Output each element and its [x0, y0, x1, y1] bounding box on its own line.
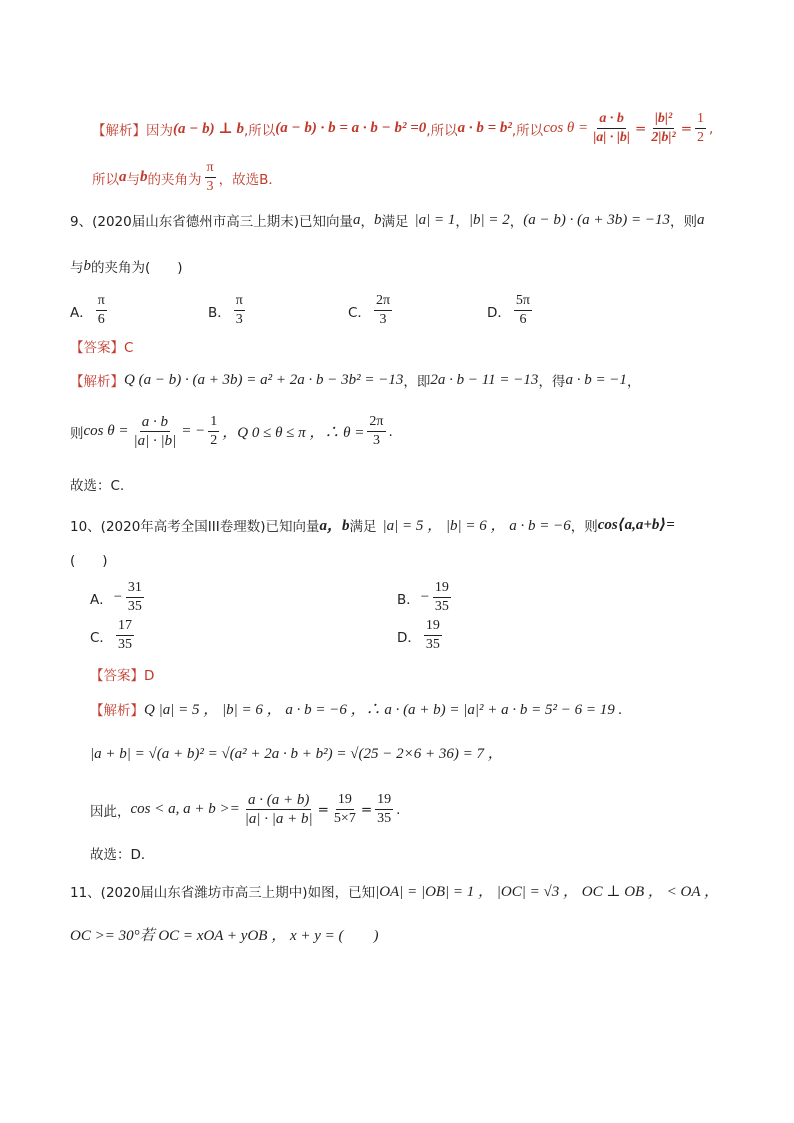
fraction: $\frac{1}{2}$: [697, 111, 705, 145]
q9-stem-line2: 与 b 的夹角为( ): [70, 257, 183, 276]
q10-analysis-line2: |a + b| = √(a + b)² = √(a² + 2a · b + b²) = √(25 − 2×6 + 36) = 7 ，: [90, 746, 503, 762]
q10-answer: 【答案】D: [90, 668, 155, 684]
fraction: π 3: [206, 160, 214, 194]
q9-choice: 故选：C.: [70, 478, 125, 494]
q9-analysis-line2: 则 cos θ = $\frac{a \cdot b}{|a| \cdot |b|}$ = − $\frac{1}{2}$ ，Q 0 ≤ θ ≤ π ，∴ θ = $\frac{2\pi}{3}$ .: [70, 414, 393, 449]
q10-analysis-line3: 因此， cos < a, a + b >= $\frac{a \cdot (a + b)}{|a| \cdot |a + b|}$ = $\frac{19}{5\times 7}$ = $\frac{19}{35}$ .: [90, 792, 401, 827]
formula: a · b = b²: [457, 120, 512, 136]
q9-analysis-line1: 【解析】 Q (a − b) · (a + 3b) = a² + 2a · b − 3b² = −13 ，即 2a · b − 11 = −13 ，得 a · b = −1 ，: [70, 371, 641, 390]
q8-analysis-line1: 【解析】 因为 (a − b) ⊥ b ,所以 (a − b) · b = a · b − b² =0 ,所以 a · b = b² ,所以 cos θ = $\frac{a \cdot b}{|a| \cdot |b|}$ = $\frac{\text{|b|²}}{\text{2|b|²}}$ = $\frac{1}{2}$ ,: [92, 111, 714, 145]
q10-blank: ( ): [70, 553, 108, 569]
q9-option-a[interactable]: A． π 6: [70, 293, 105, 327]
analysis-tag: 【解析】: [92, 122, 146, 139]
q10-option-b[interactable]: B． − $\frac{19}{35}$: [397, 580, 449, 614]
q9-stem-line1: 9、(2020届山东省德州市高三上期末)已知向量 a ， b 满足 |a| = 1 ， |b| = 2 ， (a − b) · (a + 3b) = −13 ，则 a: [70, 211, 705, 230]
q10-stem-line1: 10、(2020年高考全国III卷理数)已知向量 a，b 满足 |a| = 5 ， |b| = 6 ， a · b = −6 ，则 cos⟨a,a+b⟩=: [70, 517, 675, 535]
fraction: $\frac{a \cdot b}{|a| \cdot |b|}$: [593, 111, 631, 145]
q11-stem-line1: 11、(2020届山东省潍坊市高三上期中)如图，已知 |OA| = |OB| = 1 ， |OC| = √3 ， OC ⊥ OB ， < OA ，: [70, 884, 720, 901]
q11-stem-line2: OC >= 30°若 OC = xOA + yOB ， x + y = ( ): [70, 928, 379, 944]
formula: (a − b) · b = a · b − b² =0: [275, 120, 427, 136]
q9-option-b[interactable]: B． π 3: [208, 293, 243, 327]
q10-option-a[interactable]: A． − $\frac{31}{35}$: [90, 580, 142, 614]
q10-option-c[interactable]: C． 17 35: [90, 618, 132, 652]
q10-choice: 故选：D．: [90, 847, 155, 863]
q8-analysis-line2: 所以 a 与 b 的夹角为 π 3 ，故选B．: [92, 160, 282, 194]
formula: (a − b) ⊥ b: [173, 121, 244, 137]
fraction: $\frac{\text{|b|²}}{\text{2|b|²}}$: [651, 111, 676, 145]
q9-answer: 【答案】C: [70, 340, 134, 356]
q9-option-d[interactable]: D． 5π 6: [487, 293, 530, 327]
q9-option-c[interactable]: C． 2π 3: [348, 293, 391, 327]
q10-option-d[interactable]: D． 19 35: [397, 618, 440, 652]
q10-analysis-line1: 【解析】 Q |a| = 5 ， |b| = 6 ， a · b = −6 ，∴ a · (a + b) = |a|² + a · b = 5² − 6 = 19 .: [90, 702, 623, 719]
